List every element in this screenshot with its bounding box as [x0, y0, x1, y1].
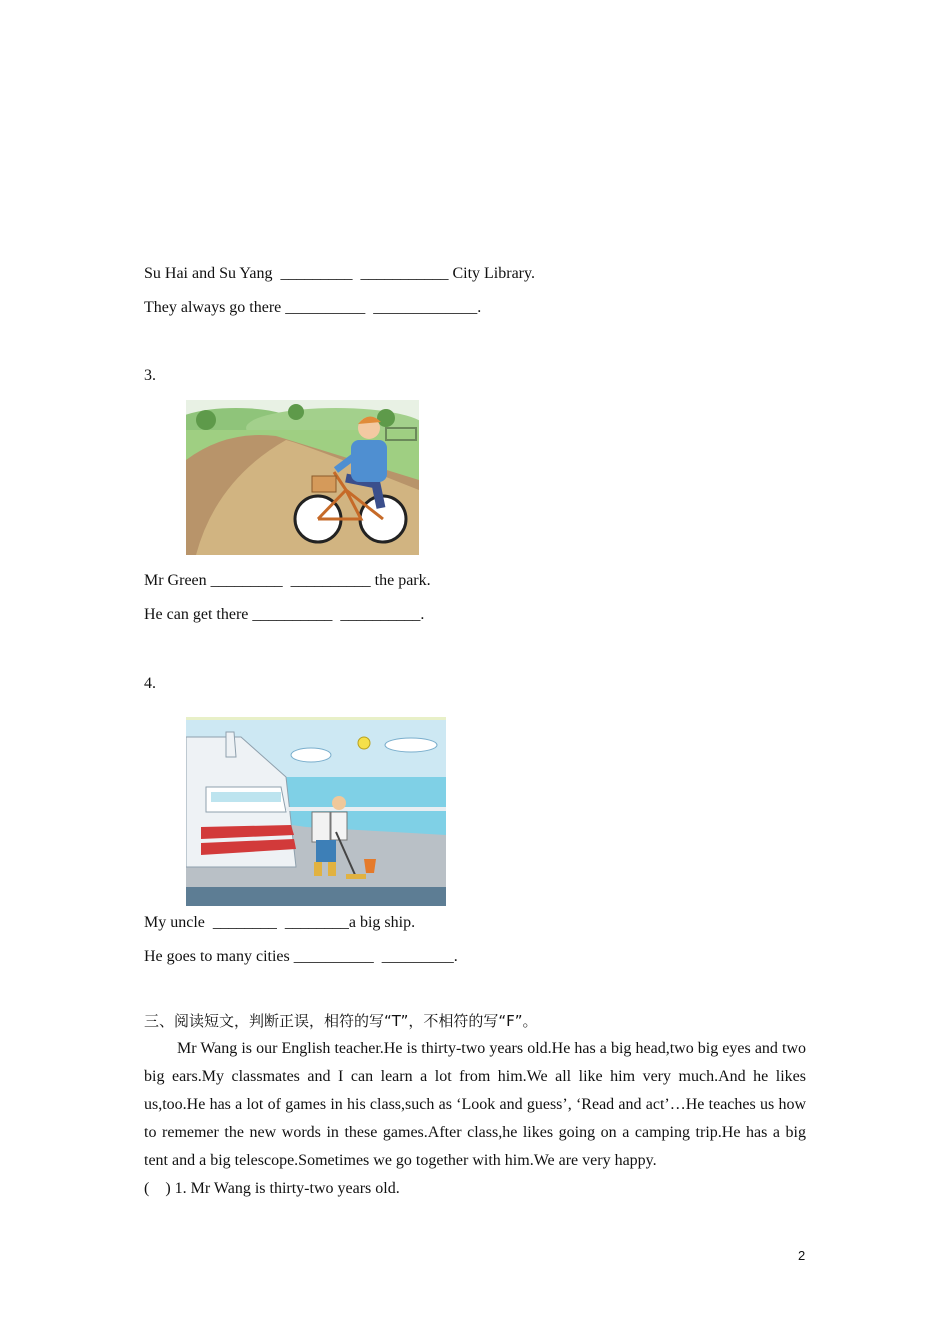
man-cleaning-ship-deck-picture — [186, 717, 446, 906]
q2-sentence-2: They always go there __________ _____________. — [144, 299, 482, 316]
q3-sentence-2: He can get there __________ __________. — [144, 606, 425, 623]
q2-sentence-1: Su Hai and Su Yang _________ ___________ City Library. — [144, 265, 535, 282]
q4-sentence-1: My uncle ________ ________a big ship. — [144, 914, 416, 931]
reading-passage-text: Mr Wang is our English teacher.He is thirty-two years old.He has a big head,two big eyes and two big ears.My classmates and I can learn a lot from him.We all like him very much.And he likes us,too.He has a lot of games in his class,such as ‘Look and guess’, ‘Read and act’…He teaches us how to rememer the new words in these games.After class,he likes going on a camping trip.He has a big tent and a big telescope.Sometimes we go together with him.We are very happy. — [144, 1040, 806, 1169]
q4-sentence-2: He goes to many cities __________ _________. — [144, 948, 458, 965]
page-number: 2 — [798, 1248, 806, 1263]
question-1: ( ) 1. Mr Wang is thirty-two years old. — [144, 1180, 400, 1197]
section-3-title: 三、阅读短文，判断正误，相符的写“T”，不相符的写“F”。 — [144, 1012, 538, 1030]
q4-number: 4. — [144, 675, 156, 692]
reading-passage — [144, 1035, 806, 1175]
man-riding-bicycle-picture — [186, 400, 419, 555]
q3-number: 3. — [144, 367, 156, 384]
q3-sentence-1: Mr Green _________ __________ the park. — [144, 572, 431, 589]
